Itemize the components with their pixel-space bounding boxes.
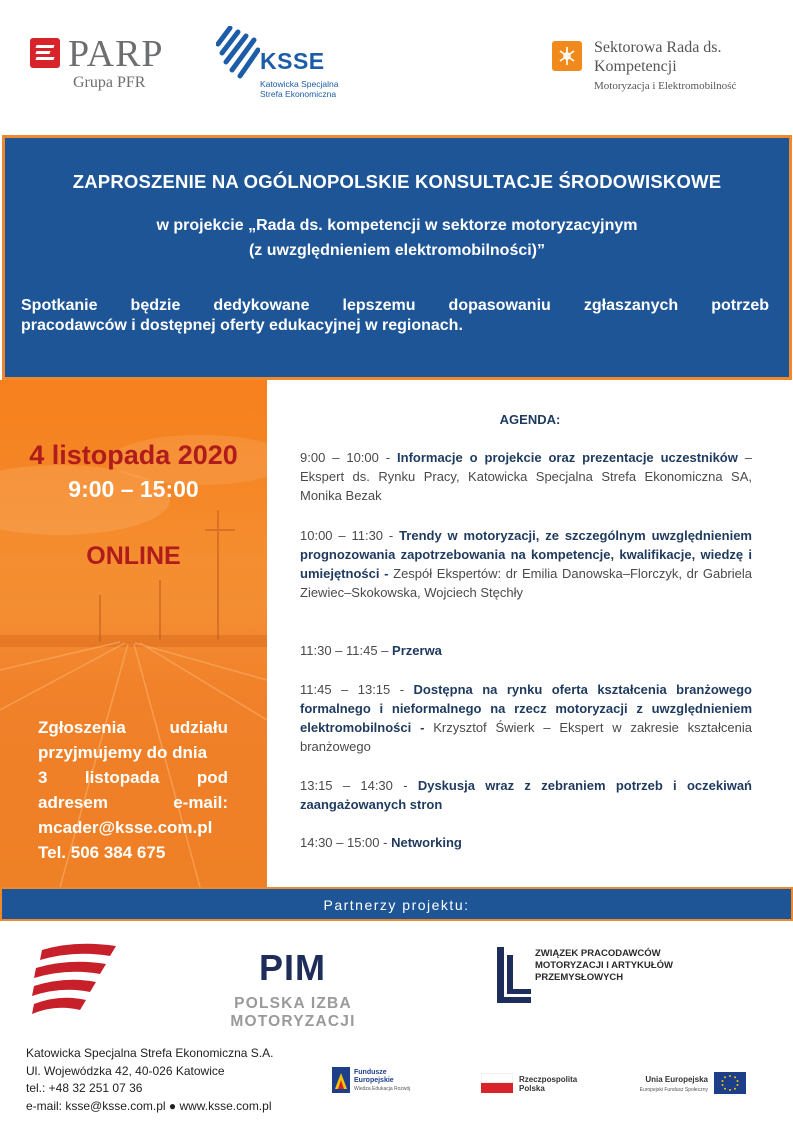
address-line: e-mail: ksse@ksse.com.pl ● www.ksse.com.pl: [26, 1098, 272, 1113]
european-funds-subtitle: Wiedza Edukacja Rozwój: [354, 1086, 411, 1092]
eu-title: Unia Europejska: [645, 1075, 708, 1084]
registration-line: przyjmujemy do dnia: [38, 743, 208, 762]
registration-phone: Tel. 506 384 675: [38, 843, 166, 862]
agenda-title: AGENDA:: [499, 412, 561, 427]
project-name-line2: (z uwzględnieniem elektromobilności)”: [248, 242, 546, 259]
partners-bar: [0, 887, 793, 921]
organizer-address: [26, 1045, 326, 1115]
european-funds-icon: [332, 1067, 350, 1093]
registration-info: [38, 715, 228, 865]
partner-logo-red-waves: [30, 942, 120, 1022]
agenda-item: [300, 448, 752, 505]
agenda-item-speaker: Zespół Ekspertów: dr Emilia Danowska–Florczyk, dr Gabriela Ziewiec–Skokowska, Wojciech Stęchły: [300, 566, 752, 600]
sectoral-council-subtitle: Motoryzacja i Elektromobilność: [594, 80, 737, 92]
eu-subtitle: Europejski Fundusz Społeczny: [639, 1087, 708, 1093]
meeting-description-line1: Spotkanie będzie dedykowane lepszemu dopasowaniu zgłaszanych potrzeb: [21, 297, 769, 314]
agenda-item: [300, 526, 752, 602]
agenda-item: [300, 641, 752, 660]
invitation-title: ZAPROSZENIE NA OGÓLNOPOLSKIE KONSULTACJE ŚRODOWISKOWE: [72, 171, 722, 192]
agenda-panel: [267, 380, 793, 887]
pim-logo: [183, 947, 403, 1030]
event-info-panel: [0, 380, 267, 887]
registration-email[interactable]: mcader@ksse.com.pl: [38, 818, 213, 837]
polish-republic-logo: [481, 1072, 581, 1096]
pim-subtitle: POLSKA IZBA MOTORYZACJI: [230, 995, 356, 1030]
agenda-item-time: 11:30 – 11:45 –: [300, 643, 393, 658]
agenda-item-topic: Trendy w motoryzacji, ze szczególnym uwzględnieniem prognozowania zapotrzebowania na kompetencje, kwalifikacje, wiedzę i umiejętności -: [300, 528, 752, 581]
polish-republic-label: Rzeczpospolita Polska: [519, 1075, 578, 1093]
agenda-item-time: 14:30 – 15:00 -: [300, 835, 392, 850]
parp-subtitle: Grupa PFR: [73, 74, 146, 91]
agenda-item-topic: Dyskusja wraz z zebraniem potrzeb i oczekiwań zaangażowanych stron: [300, 778, 752, 812]
agenda-item-topic: Dostępna na rynku oferta kształcenia branżowego formalnego i nieformalnego na rzecz motoryzacji z uwzględnieniem elektromobilności -: [300, 682, 752, 735]
agenda-item: [300, 833, 752, 852]
ksse-name: KSSE: [260, 48, 325, 74]
agenda-item-time: 9:00 – 10:00 -: [300, 450, 398, 465]
ksse-subtitle: Katowicka Specjalna Strefa Ekonomiczna: [260, 79, 339, 99]
address-line: Katowicka Specjalna Strefa Ekonomiczna S.A.: [26, 1046, 274, 1060]
agenda-item-speaker: Krzysztof Świerk – Ekspert w zakresie kształcenia branżowego: [300, 720, 752, 754]
event-time: 9:00 – 15:00: [68, 476, 199, 502]
agenda-item-time: 11:45 – 13:15 -: [300, 682, 414, 697]
sectoral-council-title: Sektorowa Rada ds. Kompetencji: [594, 39, 722, 75]
parp-name: PARP: [68, 33, 164, 75]
agenda-item-time: 13:15 – 14:30 -: [300, 778, 418, 793]
agenda-item-time: 10:00 – 11:30 -: [300, 528, 400, 543]
address-line: tel.: +48 32 251 07 36: [26, 1081, 143, 1095]
sectoral-council-mark-icon: [552, 41, 582, 71]
red-waves-icon: [30, 942, 120, 1022]
eu-flag-icon: [714, 1072, 746, 1094]
zpm-name: ZWIĄZEK PRACODAWCÓW MOTORYZACJI I ARTYKUŁÓW PRZEMYSŁOWYCH: [535, 948, 673, 983]
european-funds-title: Fundusze Europejskie: [354, 1069, 394, 1084]
invitation-banner: [2, 135, 792, 380]
pim-name: PIM: [259, 947, 327, 988]
ksse-stripes-icon: [216, 26, 260, 86]
zpm-mark-icon: [495, 945, 531, 1005]
header: [0, 0, 793, 135]
zpm-logo: [495, 945, 685, 1005]
polish-flag-icon: [481, 1073, 513, 1093]
event-date: 4 listopada 2020: [29, 440, 238, 470]
european-union-logo: [636, 1072, 756, 1096]
agenda-item: [300, 776, 752, 814]
sectoral-council-logo: [552, 38, 782, 98]
european-funds-logo: [332, 1067, 422, 1097]
address-line: Ul. Wojewódzka 42, 40-026 Katowice: [26, 1063, 225, 1078]
parp-mark-icon: [30, 38, 60, 68]
partners-label: Partnerzy projektu:: [323, 897, 470, 913]
meeting-description-line2: pracodawców i dostępnej oferty edukacyjnej w regionach.: [21, 317, 463, 334]
agenda-item: [300, 680, 752, 756]
agenda-item-topic: Networking: [391, 835, 462, 850]
agenda-item-topic: Przerwa: [392, 643, 442, 658]
registration-line: adresem e-mail:: [38, 793, 228, 812]
registration-line: Zgłoszenia udziału: [38, 718, 228, 737]
event-mode: ONLINE: [86, 542, 181, 570]
agenda-item-speaker: – Ekspert ds. Rynku Pracy, Katowicka Specjalna Strefa Ekonomiczna SA, Monika Bezak: [300, 450, 753, 503]
project-name-line1: w projekcie „Rada ds. kompetencji w sektorze motoryzacyjnym: [156, 217, 638, 234]
agenda-item-topic: Informacje o projekcie oraz prezentacje uczestników: [397, 450, 738, 465]
registration-line: 3 listopada pod: [38, 768, 228, 787]
ksse-logo: [216, 26, 339, 116]
